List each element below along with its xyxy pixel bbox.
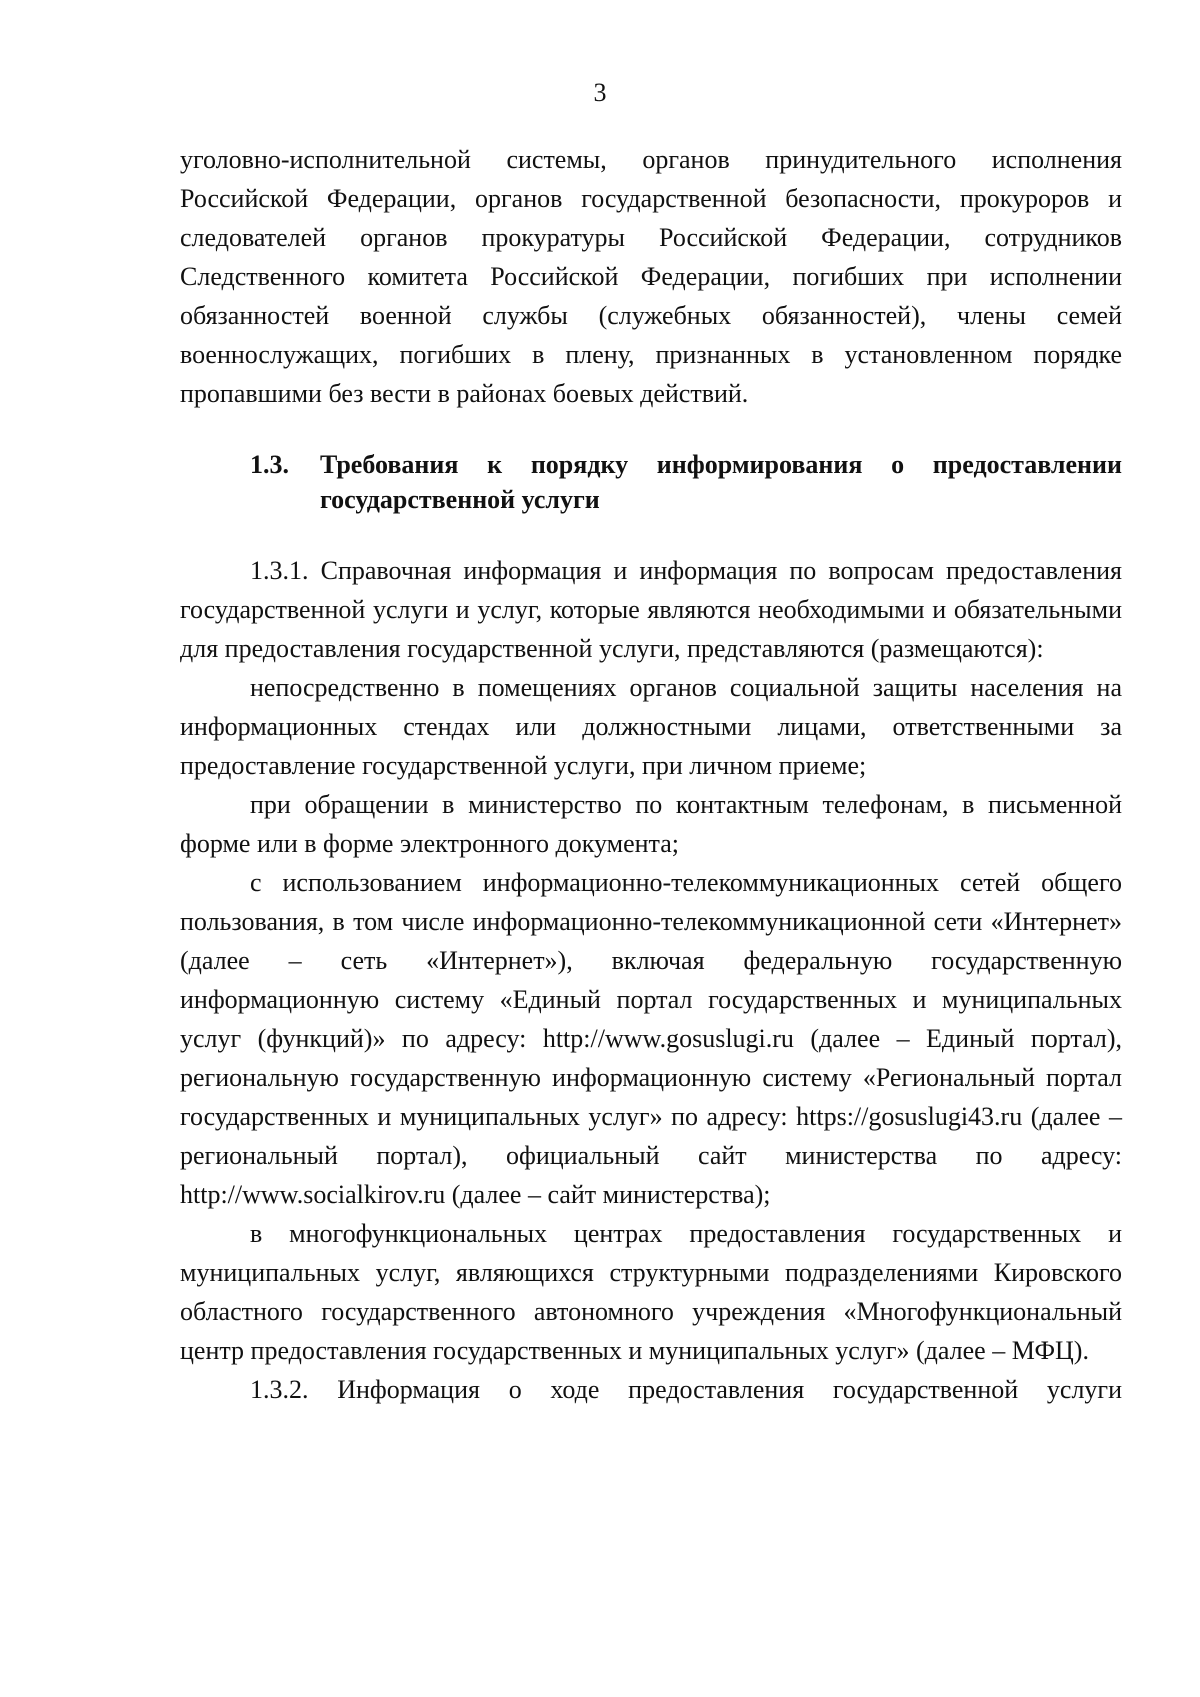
section-heading — [180, 447, 1122, 517]
paragraph-1-3-2: 1.3.2. Информация о ходе предоставления государственной услуги — [250, 1375, 1122, 1404]
paragraph-phone: при обращении в министерство по контактным телефонам, в письменной форме или в форме электронного документа; — [180, 790, 1122, 858]
section-title: Требования к порядку информирования о предоставлении государственной услуги — [320, 450, 1122, 514]
paragraph-premises: непосредственно в помещениях органов социальной защиты населения на информационных стендах или должностными лицами, ответственными за предоставление государственной услуги, при личном приеме; — [180, 673, 1122, 780]
section-number: 1.3. — [250, 450, 289, 479]
page-number: 3 — [593, 78, 607, 107]
paragraph-mfc: в многофункциональных центрах предоставления государственных и муниципальных услуг, являющихся структурными подразделениями Кировского областного государственного автономного учреждения «Многофункциональный центр предоставления государственных и муниципальных услуг» (далее – МФЦ). — [180, 1219, 1122, 1365]
paragraph-internet: с использованием информационно-телекоммуникационных сетей общего пользования, в том числе информационно-телекоммуникационной сети «Интернет» (далее – сеть «Интернет»), включая федеральную государственную информационную систему «Единый портал государственных и муниципальных услуг (функций)» по адресу: http://www.gosuslugi.ru (далее – Единый портал), региональную государственную информационную систему «Региональный портал государственных и муниципальных услуг» по адресу: https://gosuslugi43.ru (далее – региональный портал), официальный сайт министерства по адресу: http://www.socialkirov.ru (далее – сайт министерства); — [180, 868, 1122, 1209]
paragraph-1-3-1: 1.3.1. Справочная информация и информация по вопросам предоставления государственной услуги и услуг, которые являются необходимыми и обязательными для предоставления государственной услуги, представляются (размещаются): — [180, 556, 1122, 663]
intro-paragraph: уголовно-исполнительной системы, органов принудительного исполнения Российской Федерации, органов государственной безопасности, прокуроров и следователей органов прокуратуры Российской Федерации, сотрудников Следственного комитета Российской Федерации, погибших при исполнении обязанностей военной службы (служебных обязанностей), члены семей военнослужащих, погибших в плену, признанных в установленном порядке пропавшими без вести в районах боевых действий. — [180, 145, 1122, 408]
document-body — [180, 140, 1122, 1409]
